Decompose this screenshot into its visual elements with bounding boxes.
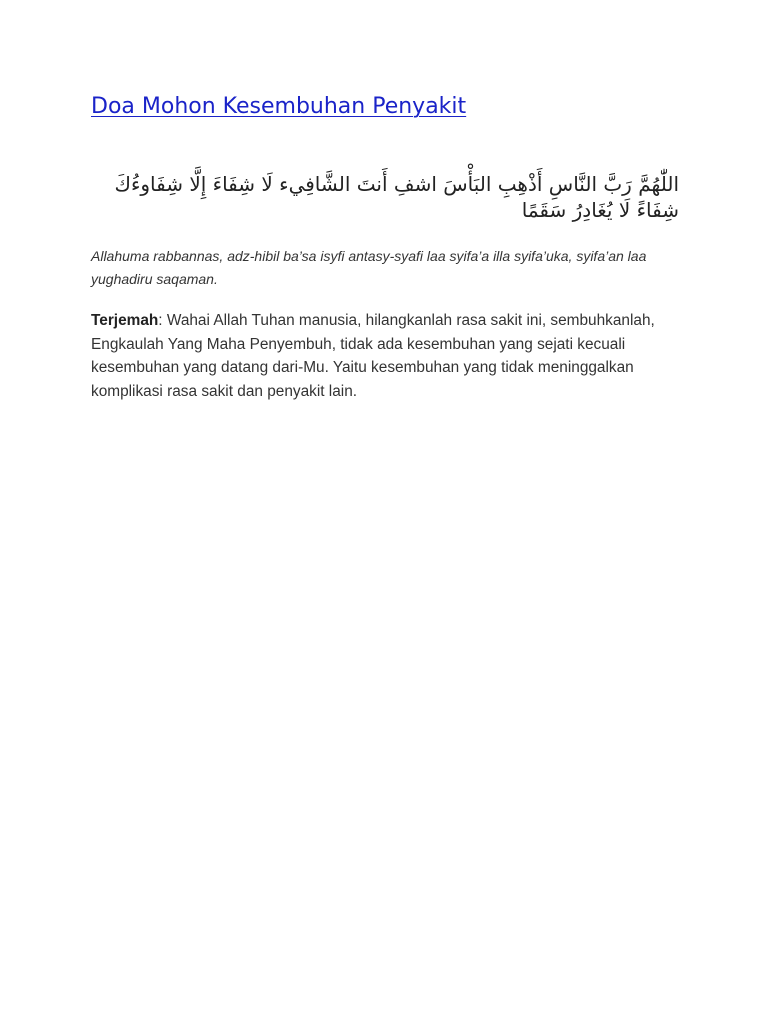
arabic-prayer-text: اللّٰهُمَّ رَبَّ النَّاسِ أَذْهِبِ البَأْسَ اشفِ أَنتَ الشَّافِيء لَا شِفَاءَ إِلَّا شِفَاوءُكَ شِفَاءً لَا يُغَادِرُ سَقَمًا [114, 172, 679, 222]
translation-separator: : [158, 312, 167, 329]
translation-paragraph [91, 309, 679, 403]
transliteration-text: Allahuma rabbannas, adz-hibil ba’sa isyfi antasy-syafi laa syifa’a illa syifa’uka, syifa’an laa yughadiru saqaman. [91, 248, 647, 287]
translation-label: Terjemah [91, 312, 159, 329]
page-title-link[interactable]: Doa Mohon Kesembuhan Penyakit [91, 94, 467, 119]
document-body [91, 92, 679, 403]
translation-text: Wahai Allah Tuhan manusia, hilangkanlah rasa sakit ini, sembuhkanlah, Engkaulah Yang Maha Penyembuh, tidak ada kesembuhan yang sejati kecuali kesembuhan yang datang dari-Mu. Yaitu kesembuhan yang tidak meninggalkan komplikasi rasa sakit dan penyakit lain. [91, 312, 655, 400]
